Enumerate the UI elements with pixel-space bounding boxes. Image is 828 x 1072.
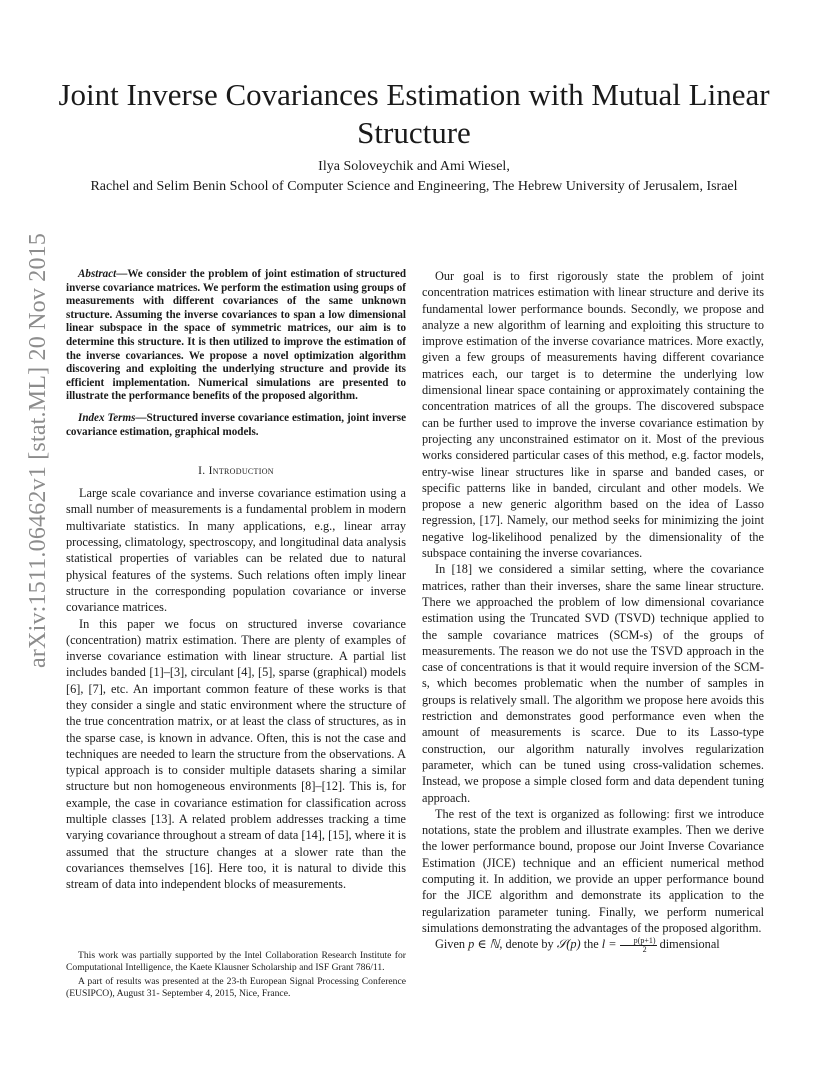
paragraph: In this paper we focus on structured inverse covariance (concentration) matrix estimation. There are plenty of examples of inverse covariance estimation with linear structure. A partial list includes banded [1]–[3], circulant [4], [5], sparse (graphical) models [6], [7], etc. An important common feature of these works is that they consider a single and static environment where the structure of the true concentration matrix, or at least the class of structures, as in the sparse case, is known in advance. Often, this is not the case and techniques are needed to learn the structure from the observations. A typical approach is to consider multiple datasets sharing a similar structure but non homogeneous environments [8]–[12]. This is, for example, the case in covariance estimation for classification across multiple classes [13]. A related problem addresses tracking a time varying covariance throughout a stream of data [14], [15], where it is assumed that the structure changes at a slower rate than the covariances themselves [16]. Here too, it is natural to divide this stream of data into independent blocks of measurements.	[66, 616, 406, 892]
abstract-text: —We consider the problem of joint estimation of structured inverse covariance matrices. We perform the estimation using groups of measurements with different covariances of the same unknown structure. Assuming the inverse covariances to span a low dimensional linear subspace in the space of symmetric matrices, our aim is to determine this structure. It is then utilized to improve the estimation of the inverse covariances. We propose a novel optimization algorithm discovering and exploiting the underlying structure and provide its efficient implementation. Numerical simulations are presented to illustrate the performance benefits of the proposed algorithm.	[66, 268, 406, 403]
index-terms-label: Index Terms	[78, 411, 136, 424]
fraction-numerator: p(p+1)	[620, 937, 657, 946]
math-p-in-n: p ∈ ℕ	[468, 937, 500, 952]
paper-title: Joint Inverse Covariances Estimation with Mutual Linear Structure	[58, 77, 770, 150]
last-line	[422, 936, 764, 954]
text-fragment: the	[580, 937, 602, 952]
footnote: A part of results was presented at the 23-th European Signal Processing Conference (EUSIPCO), August 31- September 4, 2015, Nice, France.	[66, 976, 406, 999]
paragraph: Our goal is to first rigorously state the problem of joint concentration matrices estimation with linear structure and derive its fundamental lower performance bounds. Secondly, we propose and analyze a new algorithm of learning and exploiting this structure to improve estimation of the inverse covariance matrices. More exactly, given a few groups of measurements having different covariance matrices each, our target is to determine the underlying low dimensional linear space containing or approximately containing the concentration matrices of all the groups. The discovered subspace can be further used to improve the inverse covariance estimation by projecting any unconstrained estimator on it. Most of the previous works considered particular cases of this method, e.g. factor models, entry-wise linear structures like in sparse and banded cases, or specific patterns like in banded, circulant and other models. We propose a new generic algorithm based on the idea of Lasso regression, [17]. Namely, our method seeks for minimizing the joint negative log-likelihood penalized by the dimensionality of the subspace containing the inverse covariances.	[422, 269, 764, 561]
left-column	[66, 268, 406, 893]
arxiv-stamp: arXiv:1511.06462v1 [stat.ML] 20 Nov 2015	[25, 232, 51, 668]
paragraph: Large scale covariance and inverse covariance estimation using a small number of measurements is a fundamental problem in modern multivariate statistics. In many applications, e.g., linear array processing, climatology, spectroscopy, and longitudinal data analysis statistical properties of variables can be related due to natural physical features of the systems. Such relations often imply linear structure in the corresponding population covariance or inverse covariance matrices.	[66, 486, 406, 615]
math-l-eq: l =	[601, 937, 620, 952]
fraction-denominator: 2	[642, 944, 647, 954]
text-fragment: Given	[435, 937, 469, 952]
paragraph: The rest of the text is organized as following: first we introduce notations, state the problem and illustrate examples. Then we derive the lower performance bound, propose our Joint Inverse Covariance Estimation (JICE) technique and an efficient numerical method computing it. In addition, we provide an upper performance bound for the JICE algorithm and demonstrate its application to the regularization parameter tuning. Finally, we perform numerical simulations demonstrating the advantages of the proposed algorithm.	[422, 806, 764, 935]
section-number: I.	[198, 465, 209, 478]
section-heading	[66, 465, 406, 477]
text-fragment: dimensional	[656, 937, 720, 952]
affiliation: Rachel and Selim Benin School of Computer Science and Engineering, The Hebrew University of Jerusalem, Israel	[90, 179, 738, 194]
abstract	[66, 268, 406, 404]
paragraph: In [18] we considered a similar setting, where the covariance matrices, rather than their inverses, share the same linear structure. There we approached the problem of low dimensional covariance estimation using the Truncated SVD (TSVD) technique applied to the sample covariance matrices (SCM-s) of the groups of measurements. The reason we do not use the TSVD approach in the case of concentrations is that it would require inversion of the SCM-s, which becomes problematic when the number of samples in groups is relatively small. The algorithm we propose here avoids this restriction and demonstrates good performance even when the amount of measurements is scarce. Due to its Lasso-type construction, our algorithm naturally involves regularization parameter, which can be tuned using cross-validation schemes. Instead, we propose a simple closed form and data dependent tuning approach.	[422, 562, 764, 805]
section-title: Introduction	[208, 465, 274, 478]
authors: Ilya Soloveychik and Ami Wiesel,	[318, 159, 510, 174]
footnotes	[66, 950, 406, 1002]
math-sp: 𝒮(p)	[556, 937, 581, 952]
math-fraction	[620, 937, 657, 954]
abstract-label: Abstract	[78, 268, 117, 280]
right-column	[422, 268, 764, 954]
index-terms	[66, 412, 406, 439]
text-fragment: , denote by	[499, 937, 557, 952]
footnote: This work was partially supported by the Intel Collaboration Research Institute for Computational Intelligence, the Kaete Klausner Scholarship and ISF Grant 786/11.	[66, 950, 406, 973]
index-terms-text: —Structured inverse covariance estimation, joint inverse covariance estimation, graphical models.	[66, 411, 406, 438]
